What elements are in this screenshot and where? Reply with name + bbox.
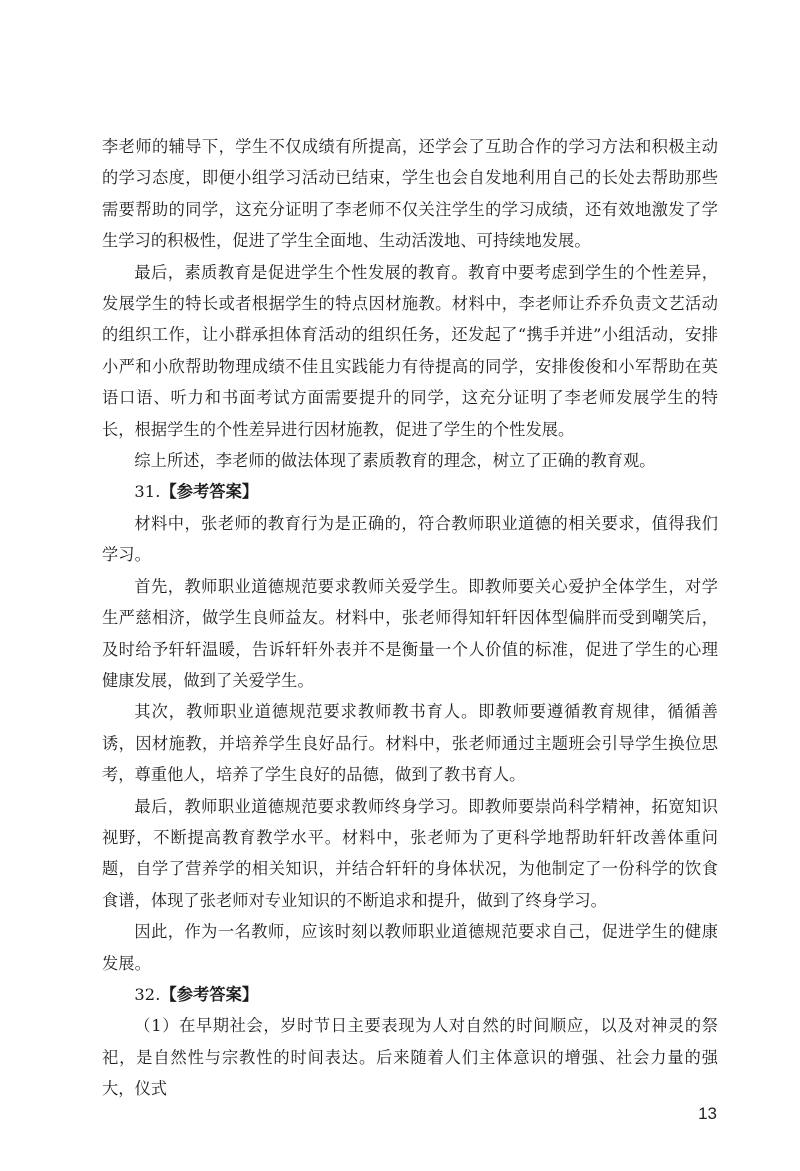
question-32-heading xyxy=(102,979,718,1010)
paragraph-li-teacher-tutoring: 李老师的辅导下，学生不仅成绩有所提高，还学会了互助合作的学习方法和积极主动的学习态度，即便小组学习活动已结束，学生也会自发地利用自己的长处去帮助那些需要帮助的同学，这充分证明了李老师不仅关注学生的学习成绩，还有效地激发了学生学习的积极性，促进了学生全面地、生动活泼地、可持续地发展。 xyxy=(102,137,718,251)
question-31-heading xyxy=(102,476,718,507)
paragraph-personality-development: 最后，素质教育是促进学生个性发展的教育。教育中要考虑到学生的个性差异，发展学生的特长或者根据学生的特点因材施教。材料中，李老师让乔乔负责文艺活动的组织工作，让小群承担体育活动的组织任务，还发起了“携手并进”小组活动，安排小严和小欣帮助物理成绩不佳且实践能力有待提高的同学，安排俊俊和小军帮助在英语口语、听力和书面考试方面需要提升的同学，这充分证明了李老师发展学生的特长，根据学生的个性差异进行因材施教，促进了学生的个性发展。 xyxy=(102,262,718,439)
question-32-label: 【参考答案】 xyxy=(160,984,259,1004)
answer-text-body xyxy=(102,131,718,1105)
question-32-number: 32. xyxy=(134,984,161,1004)
paragraph-care-for-students: 首先，教师职业道德规范要求教师关爱学生。即教师要关心爱护全体学生，对学生严慈相济，做学生良师益友。材料中，张老师得知轩轩因体型偏胖而受到嘲笑后，及时给予轩轩温暖，告诉轩轩外表并不是衡量一个人价值的标准，促进了学生的心理健康发展，做到了关爱学生。 xyxy=(102,576,718,690)
question-31-label: 【参考答案】 xyxy=(160,482,259,502)
question-31-number: 31. xyxy=(134,482,161,502)
paragraph-conclusion-quality-education: 综上所述，李老师的做法体现了素质教育的理念，树立了正确的教育观。 xyxy=(134,451,656,471)
paragraph-festivals-early-society: （1）在早期社会，岁时节日主要表现为人对自然的时间顺应，以及对神灵的祭祀，是自然性与宗教性的时间表达。后来随着人们主体意识的增强、社会力量的强大，仪式 xyxy=(102,1016,718,1099)
paragraph-therefore: 因此，作为一名教师，应该时刻以教师职业道德规范要求自己，促进学生的健康发展。 xyxy=(102,922,718,973)
paragraph-teach-and-educate: 其次，教师职业道德规范要求教师教书育人。即教师要遵循教育规律，循循善诱，因材施教，并培养学生良好品行。材料中，张老师通过主题班会引导学生换位思考，尊重他人，培养了学生良好的品德，做到了教书育人。 xyxy=(102,702,718,785)
paragraph-lifelong-learning: 最后，教师职业道德规范要求教师终身学习。即教师要崇尚科学精神，拓宽知识视野，不断提高教育教学水平。材料中，张老师为了更科学地帮助轩轩改善体重问题，自学了营养学的相关知识，并结合轩轩的身体状况，为他制定了一份科学的饮食食谱，体现了张老师对专业知识的不断追求和提升，做到了终身学习。 xyxy=(102,796,718,910)
paragraph-zhang-teacher-correct: 材料中，张老师的教育行为是正确的，符合教师职业道德的相关要求，值得我们学习。 xyxy=(102,513,718,565)
page-number: 13 xyxy=(698,1104,717,1123)
